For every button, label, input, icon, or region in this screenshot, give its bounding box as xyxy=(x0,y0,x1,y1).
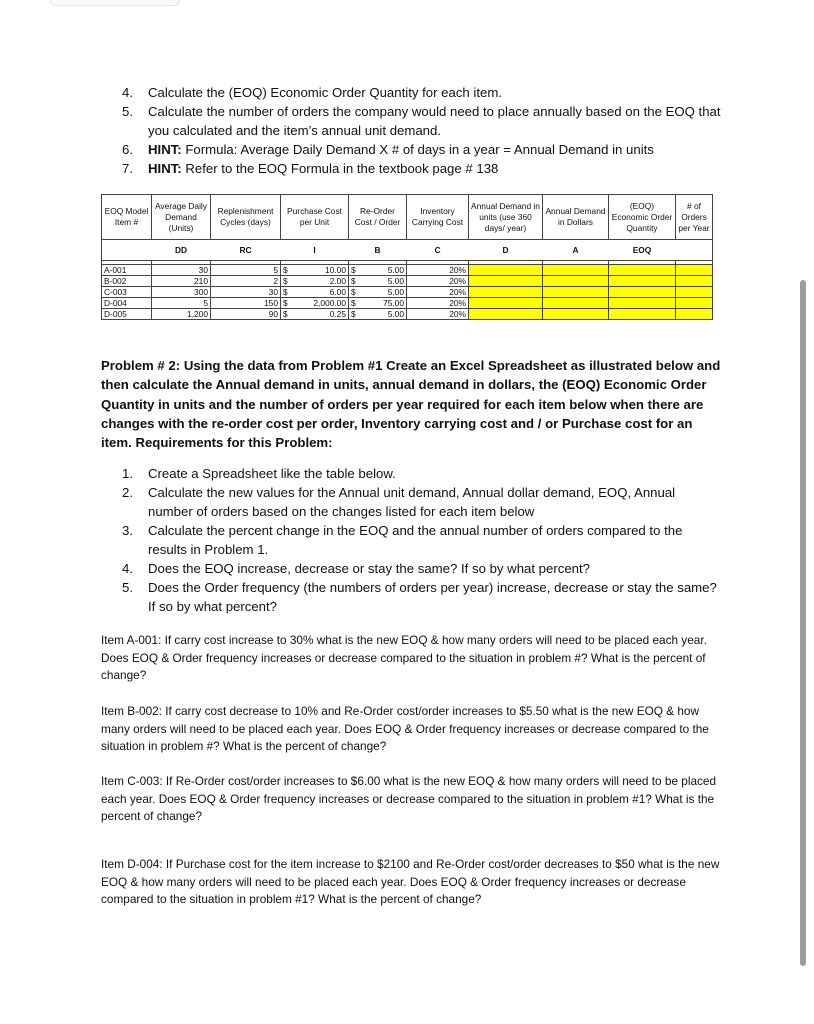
header-cell: EOQ Model Item # xyxy=(102,195,152,240)
eoq-cell xyxy=(609,309,676,320)
purchase-cost-cell: $ 6.00 xyxy=(281,287,349,298)
abbr-cell: EOQ xyxy=(609,240,676,261)
carrying-cost-cell: 20% xyxy=(407,265,469,276)
eoq-table xyxy=(101,194,713,320)
abbr-cell: DD xyxy=(152,240,211,261)
replenishment-cell: 150 xyxy=(211,298,281,309)
table-row xyxy=(102,309,713,320)
item-cell: D-005 xyxy=(102,309,152,320)
instruction-item: 6. HINT: Formula: Average Daily Demand X # of days in a year = Annual Demand in units xyxy=(122,142,654,157)
annual-demand-dollars-cell xyxy=(543,298,609,309)
annual-demand-dollars-cell xyxy=(543,265,609,276)
reorder-cost-cell: $ 5.00 xyxy=(349,309,407,320)
annual-demand-units-cell xyxy=(469,265,543,276)
table-header-row xyxy=(102,195,713,240)
abbr-cell: B xyxy=(349,240,407,261)
item-cell: C-003 xyxy=(102,287,152,298)
annual-demand-dollars-cell xyxy=(543,309,609,320)
header-cell: Average Daily Demand (Units) xyxy=(152,195,211,240)
table-abbr-row xyxy=(102,240,713,261)
abbr-cell xyxy=(102,240,152,261)
instruction-item: 4. Calculate the (EOQ) Economic Order Quantity for each item. xyxy=(122,85,503,100)
daily-demand-cell: 1,200 xyxy=(152,309,211,320)
carrying-cost-cell: 20% xyxy=(407,276,469,287)
annual-demand-units-cell xyxy=(469,309,543,320)
abbr-cell xyxy=(676,240,713,261)
header-cell: Re-Order Cost / Order xyxy=(349,195,407,240)
requirement-item: 5. Does the Order frequency (the numbers of orders per year) increase, decrease or stay the same? If so by what percent? xyxy=(122,580,717,614)
requirement-item: 2. Calculate the new values for the Annual unit demand, Annual dollar demand, EOQ, Annual number of orders based on the changes listed for each item below xyxy=(122,485,676,519)
header-cell: Annual Demand in units (use 360 days/ year) xyxy=(469,195,543,240)
header-cell: (EOQ) Economic Order Quantity xyxy=(609,195,676,240)
reorder-cost-cell: $ 75.00 xyxy=(349,298,407,309)
item-b002-question: Item B-002: If carry cost decrease to 10% and Re-Order cost/order increases to $5.50 what is the new EOQ & how many orders will need to be placed each year. Does EOQ & Order frequency increases or decrease compared to the situation in problem #? What is the percent of change? xyxy=(101,704,709,753)
purchase-cost-cell: $ 2,000.00 xyxy=(281,298,349,309)
carrying-cost-cell: 20% xyxy=(407,309,469,320)
eoq-cell xyxy=(609,287,676,298)
table-row xyxy=(102,276,713,287)
annual-demand-dollars-cell xyxy=(543,287,609,298)
daily-demand-cell: 210 xyxy=(152,276,211,287)
replenishment-cell: 5 xyxy=(211,265,281,276)
carrying-cost-cell: 20% xyxy=(407,287,469,298)
instruction-list xyxy=(122,83,722,178)
header-cell: Purchase Cost per Unit xyxy=(281,195,349,240)
abbr-cell: A xyxy=(543,240,609,261)
header-cell: Annual Demand in Dollars xyxy=(543,195,609,240)
eoq-cell xyxy=(609,276,676,287)
carrying-cost-cell: 20% xyxy=(407,298,469,309)
abbr-cell: I xyxy=(281,240,349,261)
requirement-item: 4. Does the EOQ increase, decrease or stay the same? If so by what percent? xyxy=(122,561,591,576)
item-cell: B-002 xyxy=(102,276,152,287)
requirement-item: 1. Create a Spreadsheet like the table below. xyxy=(122,466,396,481)
annual-demand-units-cell xyxy=(469,276,543,287)
table-row xyxy=(102,287,713,298)
orders-per-year-cell xyxy=(676,287,713,298)
item-a001-question: Item A-001: If carry cost increase to 30% what is the new EOQ & how many orders will need to be placed each year. Does EOQ & Order frequency increases or decrease compared to the situation in problem #? What is the percent of change? xyxy=(101,633,707,682)
eoq-table-wrapper xyxy=(101,194,713,320)
purchase-cost-cell: $ 10.00 xyxy=(281,265,349,276)
abbr-cell: RC xyxy=(211,240,281,261)
item-cell: A-001 xyxy=(102,265,152,276)
annual-demand-units-cell xyxy=(469,287,543,298)
eoq-cell xyxy=(609,265,676,276)
annual-demand-units-cell xyxy=(469,298,543,309)
toolbar-remnant xyxy=(50,0,180,6)
purchase-cost-cell: $ 2.00 xyxy=(281,276,349,287)
requirements-list xyxy=(122,464,722,616)
purchase-cost-cell: $ 0.25 xyxy=(281,309,349,320)
header-cell: Replenishment Cycles (days) xyxy=(211,195,281,240)
item-cell: D-004 xyxy=(102,298,152,309)
annual-demand-dollars-cell xyxy=(543,276,609,287)
item-d004-question: Item D-004: If Purchase cost for the item increase to $2100 and Re-Order cost/order decreases to $50 what is the new EOQ & how many orders will need to be placed each year. Does EOQ & Order frequency increases or decrease compared to the situation in problem #1? What is the percent of change? xyxy=(101,857,720,906)
problem-2-heading: Problem # 2: Using the data from Problem #1 Create an Excel Spreadsheet as illustrated below and then calculate the Annual demand in units, annual demand in dollars, the (EOQ) Economic Order Quantity in units and the number of orders per year required for each item below when there are changes with the re-order cost per order, Inventory carrying cost and / or Purchase cost for an item. Requirements for this Problem: xyxy=(101,358,721,451)
daily-demand-cell: 30 xyxy=(152,265,211,276)
requirement-item: 3. Calculate the percent change in the EOQ and the annual number of orders compared to the results in Problem 1. xyxy=(122,523,683,557)
header-cell: Inventory Carrying Cost xyxy=(407,195,469,240)
instruction-item: 5. Calculate the number of orders the company would need to place annually based on the EOQ that you calculated and the item’s annual unit demand. xyxy=(122,104,721,138)
instruction-item: 7. HINT: Refer to the EOQ Formula in the textbook page # 138 xyxy=(122,161,499,176)
daily-demand-cell: 5 xyxy=(152,298,211,309)
table-row xyxy=(102,265,713,276)
orders-per-year-cell xyxy=(676,298,713,309)
reorder-cost-cell: $ 5.00 xyxy=(349,276,407,287)
replenishment-cell: 30 xyxy=(211,287,281,298)
replenishment-cell: 90 xyxy=(211,309,281,320)
reorder-cost-cell: $ 5.00 xyxy=(349,265,407,276)
reorder-cost-cell: $ 5.00 xyxy=(349,287,407,298)
replenishment-cell: 2 xyxy=(211,276,281,287)
header-cell: # of Orders per Year xyxy=(676,195,713,240)
vertical-scrollbar[interactable] xyxy=(800,280,806,966)
item-c003-question: Item C-003: If Re-Order cost/order increases to $6.00 what is the new EOQ & how many orders will need to be placed each year. Does EOQ & Order frequency increases or decrease compared to the situation in problem #1? What is the percent of change? xyxy=(101,774,717,823)
orders-per-year-cell xyxy=(676,276,713,287)
table-row xyxy=(102,298,713,309)
abbr-cell: D xyxy=(469,240,543,261)
daily-demand-cell: 300 xyxy=(152,287,211,298)
orders-per-year-cell xyxy=(676,265,713,276)
orders-per-year-cell xyxy=(676,309,713,320)
eoq-cell xyxy=(609,298,676,309)
abbr-cell: C xyxy=(407,240,469,261)
